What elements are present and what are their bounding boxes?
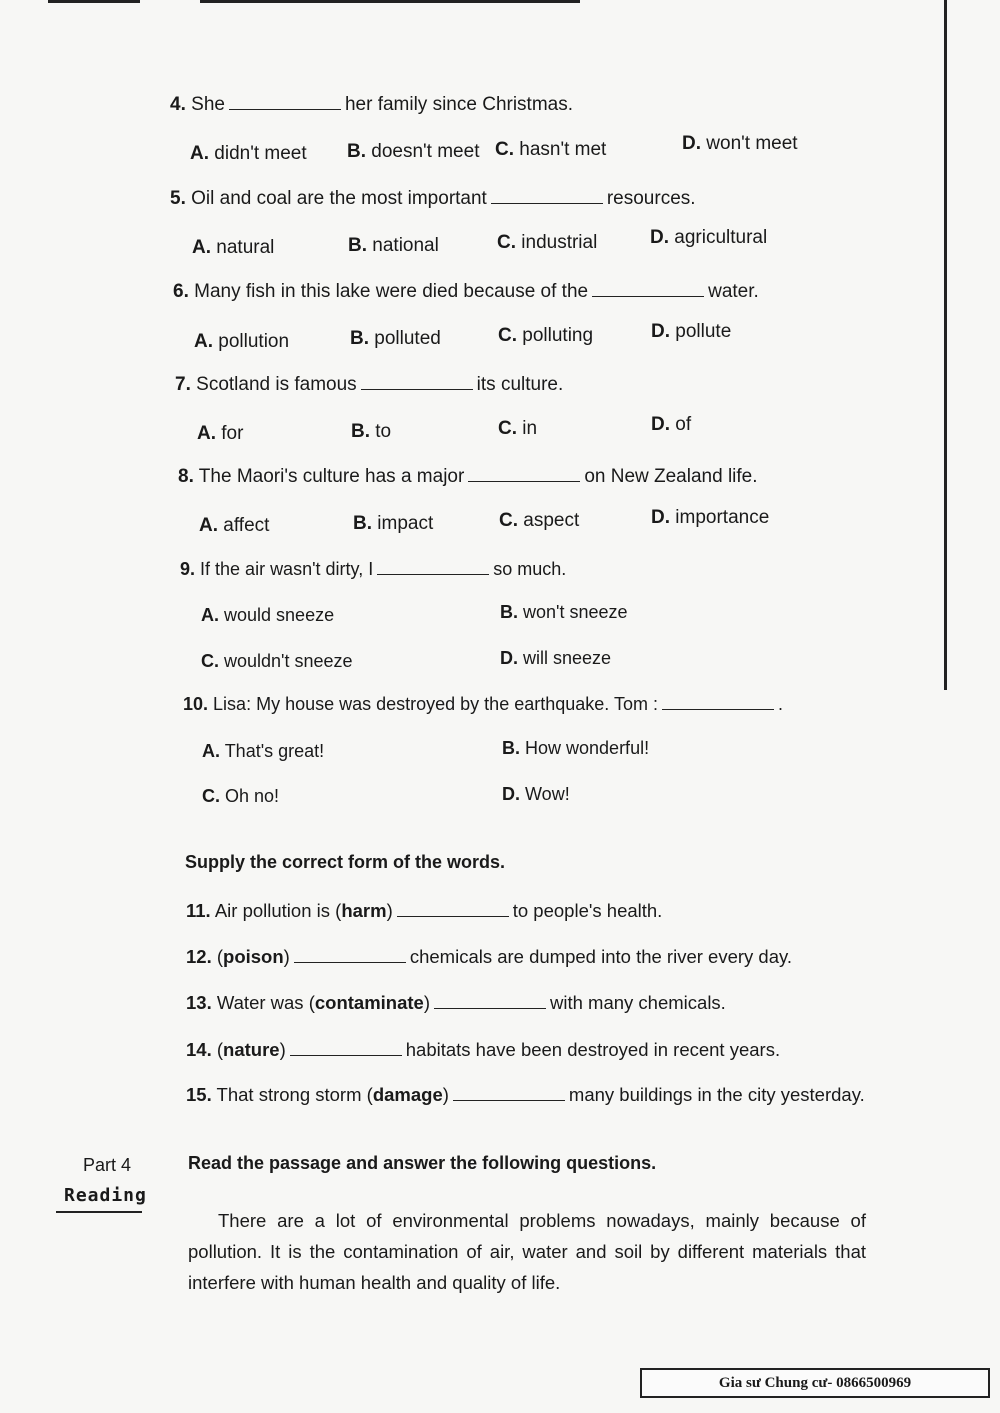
answer-blank[interactable] <box>468 467 580 482</box>
question-9: 9. If the air wasn't dirty, I so much. <box>180 559 567 579</box>
option-9c[interactable]: C. wouldn't sneeze <box>201 651 353 671</box>
answer-blank[interactable] <box>592 282 704 297</box>
top-rule-right <box>200 0 580 3</box>
option-4a[interactable]: A. didn't meet <box>190 143 307 164</box>
word-form-item-12: 12. (poison) chemicals are dumped into the river every day. <box>186 946 793 967</box>
option-7b[interactable]: B. to <box>351 421 392 442</box>
answer-blank[interactable] <box>290 1041 402 1056</box>
question-5: 5. Oil and coal are the most important resources. <box>170 188 696 209</box>
answer-blank[interactable] <box>434 994 546 1009</box>
option-6b[interactable]: B. polluted <box>350 328 441 349</box>
option-5d[interactable]: D. agricultural <box>650 227 768 248</box>
option-5b[interactable]: B. national <box>348 235 439 256</box>
option-6a[interactable]: A. pollution <box>194 331 290 352</box>
reading-title: Read the passage and answer the following questions. <box>188 1153 657 1173</box>
option-10b[interactable]: B. How wonderful! <box>502 738 650 758</box>
option-7c[interactable]: C. in <box>498 418 538 439</box>
option-8d[interactable]: D. importance <box>651 507 770 528</box>
option-8a[interactable]: A. affect <box>199 515 270 536</box>
footer-contact: Gia sư Chung cư- 0866500969 <box>640 1368 990 1398</box>
option-7a[interactable]: A. for <box>197 423 244 444</box>
answer-blank[interactable] <box>377 560 489 575</box>
option-4d[interactable]: D. won't meet <box>682 133 798 154</box>
word-form-item-11: 11. Air pollution is (harm) to people's health. <box>186 900 663 921</box>
question-8: 8. The Maori's culture has a major on New Zealand life. <box>178 466 758 487</box>
answer-blank[interactable] <box>491 189 603 204</box>
answer-blank[interactable] <box>397 902 509 917</box>
option-9b[interactable]: B. won't sneeze <box>500 602 628 622</box>
word-form-title: Supply the correct form of the words. <box>185 852 506 872</box>
answer-blank[interactable] <box>453 1086 565 1101</box>
option-9a[interactable]: A. would sneeze <box>201 605 335 625</box>
option-6d[interactable]: D. pollute <box>651 321 732 342</box>
word-form-item-14: 14. (nature) habitats have been destroyed in recent years. <box>186 1039 781 1060</box>
word-form-item-15: 15. That strong storm (damage) many buildings in the city yesterday. <box>186 1084 865 1105</box>
answer-blank[interactable] <box>294 948 406 963</box>
word-form-item-13: 13. Water was (contaminate) with many chemicals. <box>186 992 726 1013</box>
question-7: 7. Scotland is famous its culture. <box>175 374 564 395</box>
option-6c[interactable]: C. polluting <box>498 325 594 346</box>
right-margin-rule <box>944 0 947 690</box>
option-5c[interactable]: C. industrial <box>497 232 598 253</box>
part-label: Part 4 <box>83 1155 132 1175</box>
answer-blank[interactable] <box>229 95 341 110</box>
option-8b[interactable]: B. impact <box>353 513 434 534</box>
answer-blank[interactable] <box>662 695 774 710</box>
option-5a[interactable]: A. natural <box>192 237 275 258</box>
question-10: 10. Lisa: My house was destroyed by the earthquake. Tom : . <box>183 694 783 714</box>
option-9d[interactable]: D. will sneeze <box>500 648 612 668</box>
answer-blank[interactable] <box>361 375 473 390</box>
option-10c[interactable]: C. Oh no! <box>202 786 280 806</box>
option-7d[interactable]: D. of <box>651 414 692 435</box>
option-4c[interactable]: C. hasn't met <box>495 139 607 160</box>
option-10d[interactable]: D. Wow! <box>502 784 570 804</box>
option-4b[interactable]: B. doesn't meet <box>347 141 480 162</box>
section-label: Reading <box>64 1185 147 1206</box>
section-label-underline <box>56 1211 142 1213</box>
option-10a[interactable]: A. That's great! <box>202 741 325 761</box>
reading-passage: There are a lot of environmental problems nowadays, mainly because of pollution. It is the contamination of air, water and soil by different materials that interfere with human health and quality of life. <box>188 1210 866 1293</box>
top-rule-left <box>48 0 140 3</box>
question-4: 4. She her family since Christmas. <box>170 94 574 115</box>
question-6: 6. Many fish in this lake were died because of the water. <box>173 281 759 302</box>
option-8c[interactable]: C. aspect <box>499 510 580 531</box>
